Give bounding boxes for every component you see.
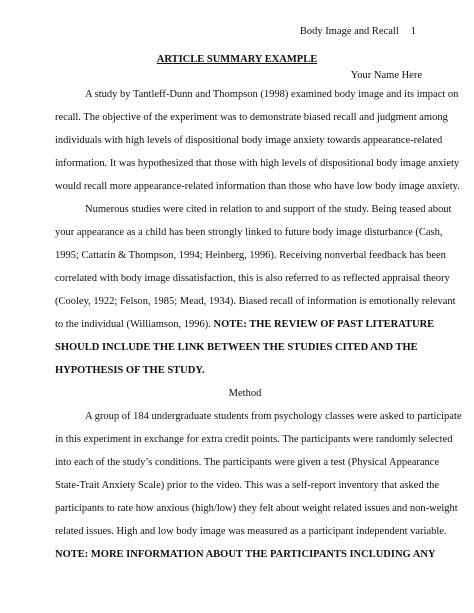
- running-head: [300, 26, 416, 37]
- text-line: A study by Tantleff-Dunn and Thompson (1998) examined body image and its impact on: [85, 89, 459, 100]
- text-line: State-Trait Anxiety Scale) prior to the video. This was a self-report inventory that asked the: [55, 480, 440, 491]
- text-line: correlated with body image dissatisfaction, this is also referred to as reflected appraisal theory: [55, 273, 450, 284]
- text-line: participants to rate how anxious (high/low) they felt about weight related issues and non-weight: [55, 503, 458, 514]
- text-line-with-note: [55, 313, 435, 336]
- paragraph-literature: [55, 198, 456, 382]
- literature-note-line: HYPOTHESIS OF THE STUDY.: [55, 365, 205, 376]
- text-line: information. It was hypothesized that those with high levels of dispositional body image anxiety: [55, 158, 460, 169]
- method-heading: Method: [228, 388, 262, 399]
- literature-note-line: SHOULD INCLUDE THE LINK BETWEEN THE STUDIES CITED AND THE: [55, 342, 418, 353]
- text-fragment: to the individual (Williamson, 1996).: [55, 319, 214, 330]
- text-line: individuals with high levels of dispositional body image anxiety towards appearance-related: [55, 135, 443, 146]
- text-line: into each of the study’s conditions. The participants were given a test (Physical Appearance: [55, 457, 440, 468]
- text-line: in this experiment in exchange for extra credit points. The participants were randomly selected: [55, 434, 453, 445]
- text-line: A group of 184 undergraduate students from psychology classes were asked to participate: [85, 411, 462, 422]
- text-line: your appearance as a child has been strongly linked to future body image disturbance (Cash,: [55, 227, 443, 238]
- paragraph-study-overview: [55, 83, 460, 198]
- text-line: recall. The objective of the experiment was to demonstrate biased recall and judgment among: [55, 112, 448, 123]
- literature-note-start: NOTE: THE REVIEW OF PAST LITERATURE: [213, 319, 435, 330]
- text-line: Numerous studies were cited in relation to and support of the study. Being teased about: [85, 204, 452, 215]
- participants-note: NOTE: MORE INFORMATION ABOUT THE PARTICIPANTS INCLUDING ANY: [55, 549, 436, 560]
- text-line: 1995; Cattarin & Thompson, 1994; Heinberg, 1996). Receiving nonverbal feedback has been: [55, 250, 446, 261]
- text-line: would recall more appearance-related information than those who have low body image anxiety.: [55, 181, 460, 192]
- document-body: [55, 83, 462, 566]
- page-number: 1: [410, 26, 416, 37]
- text-line: related issues. High and low body image was measured as a participant independent variable.: [55, 526, 447, 537]
- document-title: ARTICLE SUMMARY EXAMPLE: [156, 54, 318, 65]
- running-head-title: Body Image and Recall: [299, 26, 399, 37]
- author-name: Your Name Here: [350, 70, 422, 81]
- paragraph-method: [55, 405, 462, 543]
- text-line: (Cooley, 1922; Felson, 1985; Mead, 1934). Biased recall of information is emotionally relevant: [55, 296, 456, 307]
